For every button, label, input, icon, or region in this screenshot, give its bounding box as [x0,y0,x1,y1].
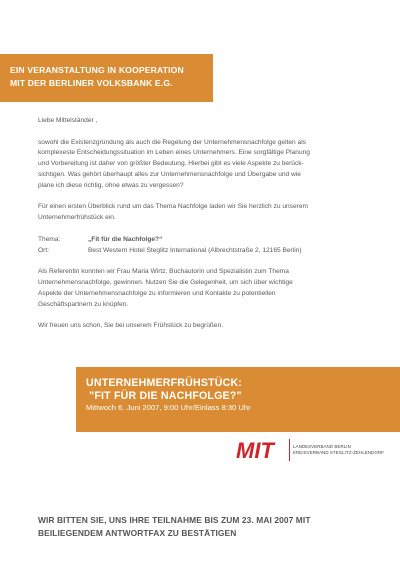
text-line: plane ich diese richtig, ohne etwas zu vergessen? [38,181,184,189]
rsvp-line-1: WIR BITTEN SIE, UNS IHRE TEILNAHME BIS ZUM 23. MAI 2007 MIT [38,515,311,525]
banner-line-1: EIN VERANSTALTUNG IN KOOPERATION [10,65,184,75]
mit-logo-mark [236,440,286,460]
salutation: Liebe Mittelständer , [38,117,98,124]
logo-text [293,444,384,455]
location-label: Ort: [38,246,49,254]
mit-wordmark-icon [236,440,286,460]
paragraph-invitation [38,202,356,224]
text-line: Für einen ersten Überblick rund um das Thema Nachfolge laden wir Sie herzlich zu unserem [38,203,308,211]
text-line: Aspekte der Unternehmensnachfolge zu informieren und Kontakte zu potentiellen [38,289,276,297]
text-line: sichtigen. Was gehört überhaupt alles zur Unternehmensnachfolge und Übergabe und wie [38,170,301,178]
event-title-line-2: "FIT FÜR DIE NACHFOLGE?" [86,389,242,402]
location-row [38,246,356,257]
text-line: Als Referentin konnten wir Frau Maria Wirtz, Buchautorin und Spezialistin zum Thema [38,268,289,276]
letter-body [38,116,356,332]
svg-text:MIT: MIT [236,440,274,460]
event-title-line-1: UNTERNEHMERFRÜHSTÜCK: [86,377,243,389]
topic-label: Thema: [38,235,61,243]
paragraph-intro [38,138,356,192]
text-line: Unternehmensnachfolge, gewinnen. Nutzen Sie die Gelegenheit, um sich über wichtige [38,278,293,286]
cooperation-banner [0,54,213,102]
event-date: Mittwoch 6. Juni 2007, 9:00 Uhr/Einlass 8:30 Uhr [86,403,251,412]
logo-line-1: LANDESVERBAND BERLIN [293,444,351,450]
text-line: und Vorbereitung ist daher von größter Bedeutung. Hierbei gibt es viele Aspekte zu berück- [38,160,304,168]
logo-line-2: KREISVERBAND STEGLITZ-ZEHLENDORF [293,450,385,455]
banner-line-2: MIT DER BERLINER VOLKSBANK E.G. [10,78,173,88]
topic-row [38,235,356,246]
event-box [76,367,400,432]
closing-line: Wir freuen uns schon, Sie bei unserem Frühstück zu begrüßen. [38,322,224,330]
rsvp-line-2: BEILIEGENDEM ANTWORTFAX ZU BESTÄTIGEN [38,527,237,538]
logo-divider [289,439,290,461]
topic-value: „Fit für die Nachfolge?“ [88,235,163,243]
text-line: Unternehmerfrühstück ein. [38,214,116,222]
text-line: komplexeste Entscheidungssituation im Leben eines Unternehmers. Eine sorgfältige Planung [38,149,310,157]
paragraph-speaker [38,267,356,310]
mit-logo [232,432,400,468]
location-value: Best Western Hotel Steglitz International (Albrechtstraße 2, 12165 Berlin) [88,246,302,254]
rsvp-notice [38,514,378,539]
text-line: Geschäftspartnern zu knüpfen. [38,300,129,308]
text-line: sowohl die Existenzgründung als auch die Regelung der Unternehmensnachfolge gelten als [38,138,306,146]
